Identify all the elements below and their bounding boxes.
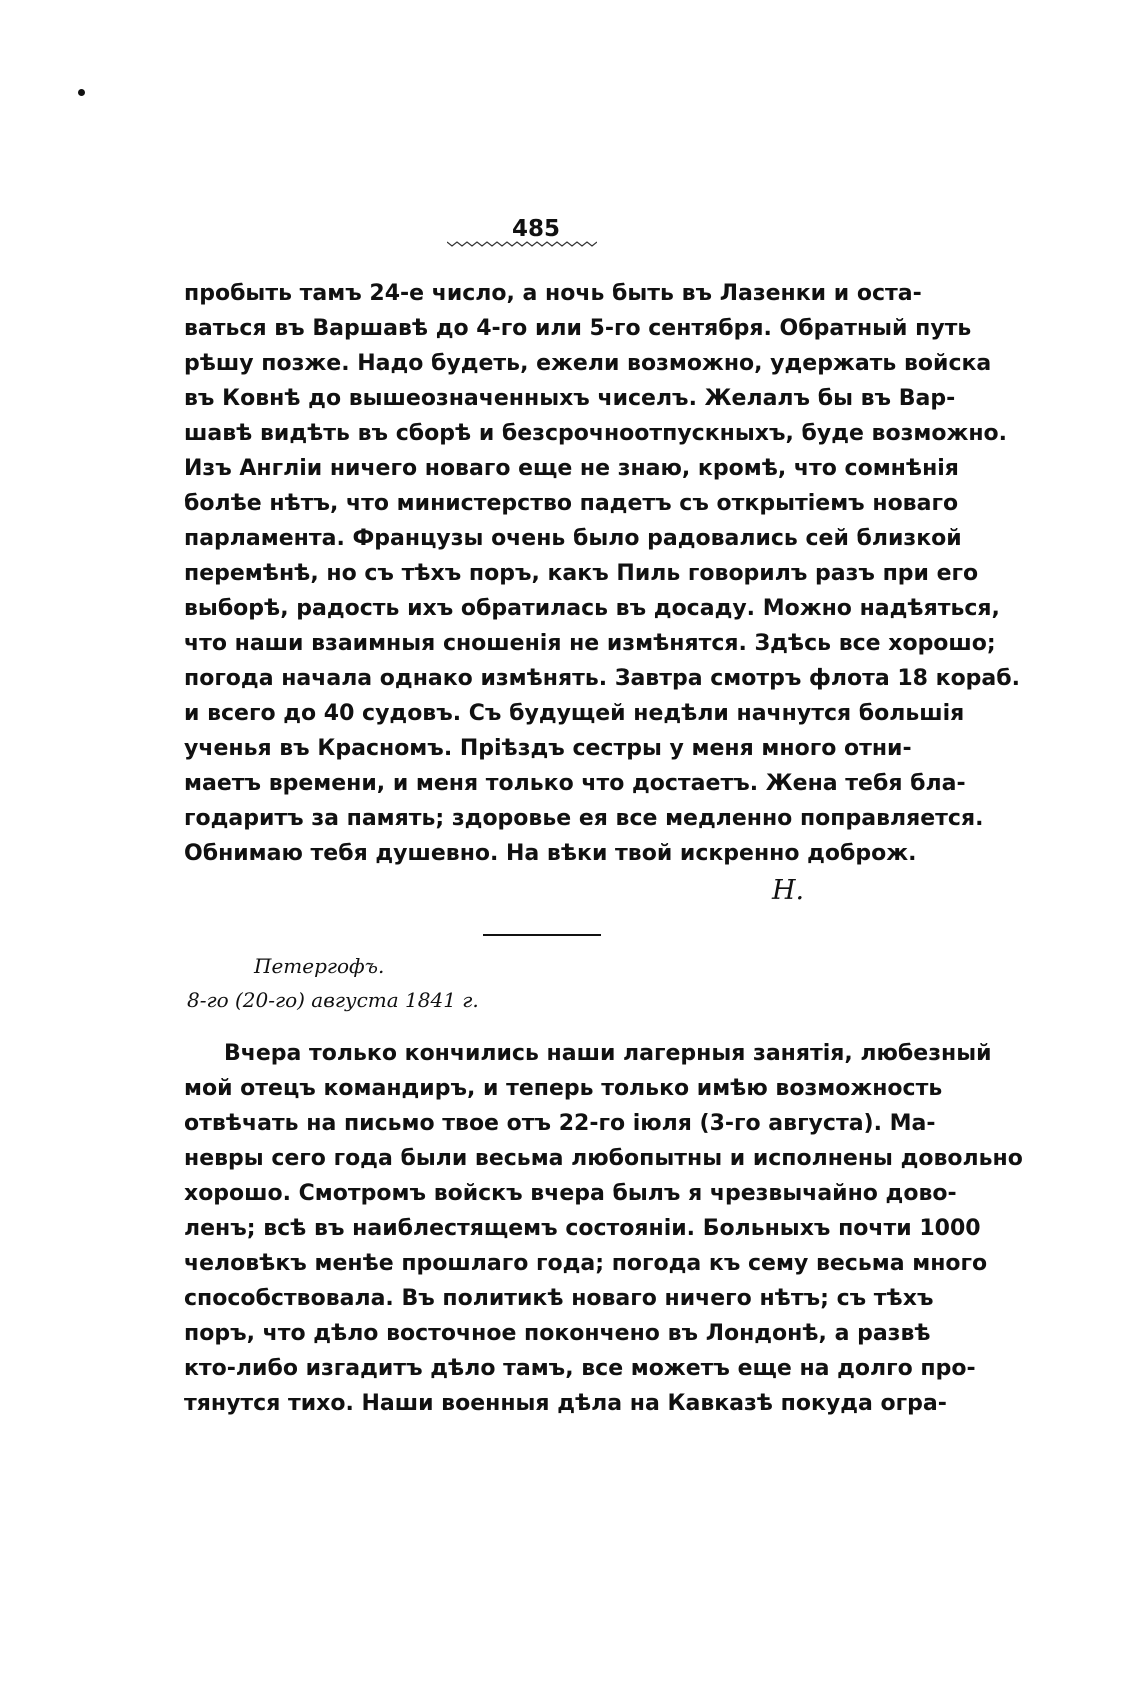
text-line: Вчера только кончились наши лагерныя занятія, любезный	[224, 1041, 992, 1066]
text-line: шавѣ видѣть въ сборѣ и безсрочноотпускныхъ, буде возможно.	[184, 421, 1008, 446]
text-line: мой отецъ командиръ, и теперь только имѣю возможность	[184, 1076, 943, 1101]
text-line: способствовала. Въ политикѣ новаго ничего нѣтъ; съ тѣхъ	[184, 1286, 934, 1311]
text-line: перемѣнѣ, но съ тѣхъ поръ, какъ Пиль говорилъ разъ при его	[184, 561, 979, 586]
text-line: кто-либо изгадитъ дѣло тамъ, все можетъ еще на долго про-	[184, 1356, 976, 1381]
page-number: 485	[511, 216, 560, 242]
text-line: парламента. Французы очень было радовались сей близкой	[184, 526, 962, 551]
text-line: болѣе нѣтъ, что министерство падетъ съ открытіемъ новаго	[184, 491, 959, 516]
new-letter-body	[184, 1036, 1023, 1421]
text-line: человѣкъ менѣе прошлаго года; погода къ сему весьма много	[184, 1251, 988, 1276]
text-line: въ Ковнѣ до вышеозначенныхъ чиселъ. Желалъ бы въ Вар-	[184, 386, 956, 411]
text-line: тянутся тихо. Наши военныя дѣла на Кавказѣ покуда огра-	[184, 1391, 947, 1416]
text-line: ваться въ Варшавѣ до 4-го или 5-го сентября. Обратный путь	[184, 316, 972, 341]
text-line: выборѣ, радость ихъ обратилась въ досаду. Можно надѣяться,	[184, 596, 1000, 621]
text-line: погода начала однако измѣнять. Завтра смотръ флота 18 кораб.	[184, 666, 1020, 691]
text-line: ученья въ Красномъ. Пріѣздъ сестры у меня много отни-	[184, 736, 912, 761]
text-line: Обнимаю тебя душевно. На вѣки твой искренно доброж.	[184, 841, 917, 866]
text-line: маетъ времени, и меня только что достаетъ. Жена тебя бла-	[184, 771, 966, 796]
text-line: поръ, что дѣло восточное покончено въ Лондонѣ, а развѣ	[184, 1321, 931, 1346]
page-number-ornament	[447, 239, 597, 249]
text-line: отвѣчать на письмо твое отъ 22-го іюля (3-го августа). Ма-	[184, 1111, 936, 1136]
text-line: рѣшу позже. Надо будеть, ежели возможно, удержать войска	[184, 351, 992, 376]
letter-date: 8-го (20-го) августа 1841 г.	[187, 988, 479, 1012]
ink-speck	[78, 89, 85, 96]
text-line: что наши взаимныя сношенія не измѣнятся. Здѣсь все хорошо;	[184, 631, 996, 656]
text-line: годаритъ за память; здоровье ея все медленно поправляется.	[184, 806, 984, 831]
signature-initial: Н.	[772, 875, 805, 906]
text-line: Изъ Англіи ничего новаго еще не знаю, кромѣ, что сомнѣнія	[184, 456, 959, 481]
text-line: пробыть тамъ 24-е число, а ночь быть въ Лазенки и оста-	[184, 281, 922, 306]
text-line: невры сего года были весьма любопытны и исполнены довольно	[184, 1146, 1023, 1171]
text-line: и всего до 40 судовъ. Съ будущей недѣли начнутся большія	[184, 701, 965, 726]
text-line: хорошо. Смотромъ войскъ вчера былъ я чрезвычайно дово-	[184, 1181, 957, 1206]
letter-place: Петергофъ.	[254, 954, 385, 978]
section-divider	[483, 934, 601, 936]
letter-continuation	[184, 276, 1020, 871]
text-line: ленъ; всѣ въ наиблестящемъ состояніи. Больныхъ почти 1000	[184, 1216, 981, 1241]
